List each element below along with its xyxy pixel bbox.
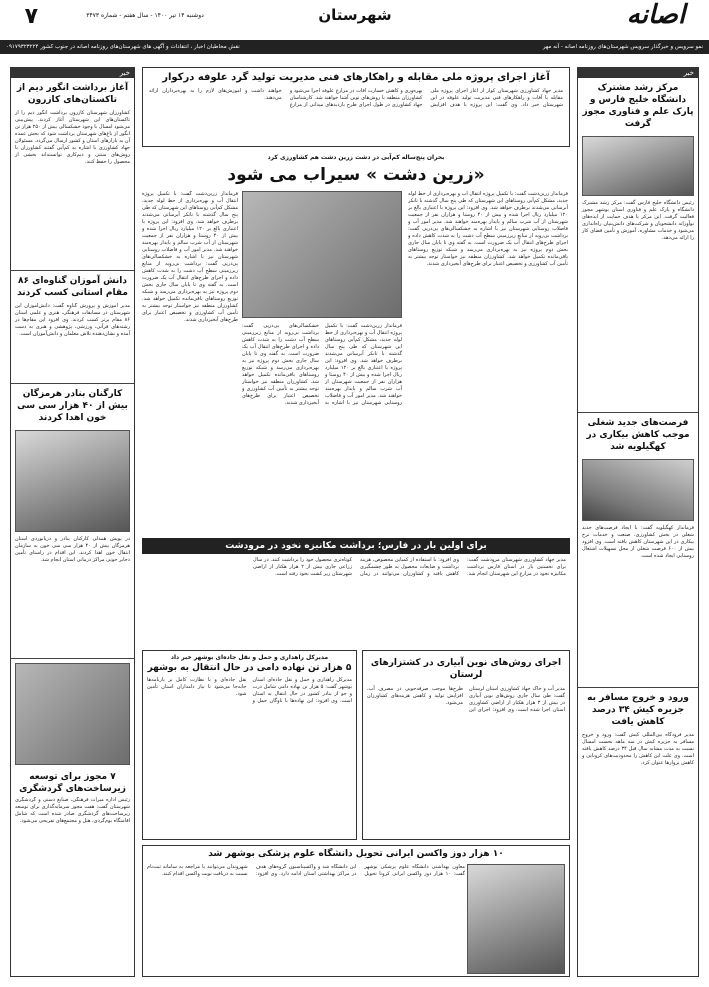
right-column — [577, 67, 699, 977]
vaccine-photo — [467, 864, 565, 974]
feature-title: «زرین دشت » سیراب می شود — [227, 165, 485, 185]
banner — [142, 538, 570, 646]
tourism-photo — [15, 663, 130, 765]
right-story2-title: فرصت‌های جدید شغلی موجب کاهش بیکاری در کهگیلویه شد — [586, 418, 690, 452]
right-story1-body: رئیس دانشگاه خلیج فارس گفت: مرکز رشد مشترک دانشگاه و پارک علم و فناوری استان بوشهر مجوز فعالیت گرفت. این مرکز با هدف حمایت از ایده‌های نوآورانه دانشجویان و شرکت‌های دانش‌بنیان راه‌اندازی می‌شود و خدمات مشاوره، آموزش و تأمین فضای کار را ارائه می‌دهد. — [582, 200, 694, 241]
right-story3-title: ورود و خروج مسافر به جزیره کیش ۳۴ درصد کاهش یافت — [587, 693, 689, 727]
feature-body-mid: فرماندار زرین‌دشت گفت: با تکمیل پروژه انتقال آب و بهره‌برداری از خط لوله جدید، مشکل کم‌آبی روستاهای این شهرستان که طی پنج سال گذشته با تانکر آبرسانی می‌شدند برطرف خواهد شد. وی افزود: این پروژه با اعتباری بالغ بر ۱۲۰ میلیارد ریال اجرا شده و بیش از ۴۰ روستا و هزاران نفر از جمعیت شهرستان از آب شرب سالم و پایدار بهره‌مند خواهند شد. مدیر امور آب و فاضلاب روستایی شهرستان نیز با اشاره به خشکسالی‌های پی‌درپی گفت: برداشت بی‌رویه از منابع زیرزمینی سطح آب دشت را به شدت کاهش داده و اجرای طرح‌های انتقال آب یک ضرورت است. به گفته وی تا پایان سال جاری بخش دوم پروژه نیز به بهره‌برداری می‌رسد و شبکه توزیع روستاهای باقی‌مانده تکمیل خواهد شد. کشاورزان منطقه نیز خواستار توجه بیشتر به تأمین آب کشاورزی و تخصیص اعتبار برای طرح‌های آبخیزداری شدند. — [242, 323, 402, 406]
top-story-title: آغاز اجرای پروژه ملی مقابله و راهکارهای فنی مدیریت تولید گرد علوفه درکوار — [162, 72, 550, 83]
left-column — [10, 67, 135, 977]
lorestan-story — [362, 650, 570, 840]
bushehr-story — [142, 650, 357, 840]
right-column-label: خبر — [578, 68, 698, 78]
left-story4-title: ۷ مجوز برای توسعه زیرساخت‌های گردشگری — [19, 772, 126, 794]
water-truck-photo — [242, 191, 402, 318]
banner-title: برای اولین بار در فارس؛ برداشت مکانیزه نخود در مرودشت — [142, 538, 570, 554]
masthead — [0, 0, 709, 57]
right-story1-title: مرکز رشد مشترک دانشگاه خلیج فارس و پارک علم و فناوری مجوز گرفت — [582, 83, 694, 129]
feature-kicker: بحران پنج‌ساله کم‌آبی در دشت زرین دشت هم کشاورزی کرد — [267, 154, 445, 161]
vaccine-title: ۱۰ هزار دوز واکسن ایرانی تحویل دانشگاه علوم پزشکی بوشهر شد — [208, 849, 504, 859]
vaccine-body: معاون بهداشتی دانشگاه علوم پزشکی بوشهر گفت: ۱۰ هزار دوز واکسن ایرانی کرونا تحویل این دانشگاه شد و واکسیناسیون گروه‌های هدف در مراکز بهداشتی استان ادامه دارد. وی افزود: شهروندان می‌توانند با مراجعه به سامانه ثبت‌نام نسبت به دریافت نوبت واکسن اقدام کنند. — [147, 864, 465, 877]
tagline-left: نقش مخاطبان اخبار ، انتقادات و آگهی های شهرستان‌های روزنامه اصانه در جنوب کشور ۰۹۱۷۹۳۲۳۲۲۴ — [6, 44, 240, 50]
feature-body-right: فرماندار زرین‌دشت گفت: با تکمیل پروژه انتقال آب و بهره‌برداری از خط لوله جدید، مشکل کم‌آبی روستاهای این شهرستان که طی پنج سال گذشته با تانکر آبرسانی می‌شدند برطرف خواهد شد. وی افزود: این پروژه با اعتباری بالغ بر ۱۲۰ میلیارد ریال اجرا شده و بیش از ۴۰ روستا و هزاران نفر از جمعیت شهرستان از آب شرب سالم و پایدار بهره‌مند خواهند شد. مدیر امور آب و فاضلاب روستایی شهرستان نیز با اشاره به خشکسالی‌های پی‌درپی گفت: برداشت بی‌رویه از منابع زیرزمینی سطح آب دشت را به شدت کاهش داده و اجرای طرح‌های انتقال آب یک ضرورت است. به گفته وی تا پایان سال جاری بخش دوم پروژه نیز به بهره‌برداری می‌رسد و شبکه توزیع روستاهای باقی‌مانده تکمیل خواهد شد. کشاورزان منطقه نیز خواستار توجه بیشتر به تأمین آب کشاورزی و تخصیص اعتبار برای طرح‌های آبخیزداری شدند. — [408, 191, 568, 267]
vaccine-story — [142, 845, 570, 977]
banner-body: مدیر جهاد کشاورزی شهرستان مرودشت گفت: برای نخستین بار در استان فارس برداشت مکانیزه نخود در مزارع این شهرستان انجام شد. وی افزود: با استفاده از کمباین مخصوص، هزینه برداشت و ضایعات محصول به طور چشمگیری کاهش یافته و کشاورزان می‌توانند در زمان کوتاه‌تری محصول خود را برداشت کنند. در سال زراعی جاری بیش از ۲ هزار هکتار از اراضی شهرستان زیر کشت نخود رفته است. — [253, 557, 566, 577]
left-story3-title: کارگنان بنادر هرمزگان بیش از ۴۰ هزار سی سی خون اهدا کردند — [17, 389, 128, 423]
tagline-bar — [0, 40, 709, 54]
right-story2-body: فرماندار کهگیلویه گفت: با ایجاد فرصت‌های جدید شغلی در بخش کشاورزی، صنعت و خدمات نرخ بیکاری در این شهرستان کاهش یافته است. وی افزود بیش از ۶۰۰ فرصت شغلی از محل تسهیلات اشتغال روستایی ایجاد شده است. — [582, 525, 694, 559]
section-title: شهرستان — [318, 6, 392, 24]
bushehr-body: مدیرکل راهداری و حمل و نقل جاده‌ای استان بوشهر گفت: ۵ هزار تن نهاده دامی شامل ذرت و جو از بنادر کشور در حال انتقال به استان است. وی افزود: این نهاده‌ها با ناوگان حمل و نقل جاده‌ای و با نظارت کامل بر بارنامه‌ها جابه‌جا می‌شود تا نیاز دامداران استان تأمین شود. — [147, 677, 352, 704]
top-story — [142, 67, 570, 147]
page-number: ۷ — [24, 4, 38, 29]
lorestan-body: مدیر آب و خاک جهاد کشاورزی استان لرستان گفت: طی سال جاری روش‌های نوین آبیاری در بیش از ۳ هزار هکتار از اراضی کشاورزی استان اجرا شده است. وی افزود: اجرای این طرح‌ها موجب صرفه‌جویی در مصرف آب، افزایش تولید و کاهش هزینه‌های کشاورزان می‌شود. — [367, 686, 565, 713]
feature — [142, 153, 570, 533]
left-story1-body: کشاورزان شهرستان کازرون برداشت انگور دیم را از تاکستان‌های این شهرستان آغاز کردند. پیش‌بینی می‌شود امسال با وجود خشکسالی بیش از ۲۵۰ هزار تن انگور از باغ‌های شهرستان برداشت شود که بخش عمده آن به بازارهای استان و کشور ارسال می‌گردد. مسئولان جهاد کشاورزی با اشاره به کم‌آبی گفتند کشاورزان با روش‌های سنتی و دیم‌کاری توانسته‌اند بخشی از محصول را حفظ کنند. — [15, 110, 131, 165]
left-column-label: خبر — [11, 68, 134, 78]
left-story1-title: آغاز برداشت انگور دیم از تاکستان‌های کازرون — [16, 83, 129, 105]
workers-photo — [582, 459, 694, 521]
lorestan-title: اجرای روش‌های نوین آبیاری در کشتزارهای لرستان — [370, 658, 562, 680]
tagline-right: نمو سرویس و خبرگذار سرویس شهرستان‌های روزنامه اصانه - آنه مهر — [542, 44, 703, 50]
left-story3-body: در پویش همدلی کارکنان بنادر و دریانوردی استان هرمزگان بیش از ۴۰ هزار سی سی خون به سازمان انتقال خون اهدا کردند. این اقدام در راستای تأمین ذخایر خونی مراکز درمانی استان انجام شد. — [15, 536, 130, 563]
bushehr-title: ۵ هزار تن نهاده دامی در حال انتقال به بوشهر — [147, 663, 352, 673]
left-story4-body: رئیس اداره میراث فرهنگی، صنایع دستی و گردشگری شهرستان گفت: هفت مجوز سرمایه‌گذاری برای توسعه زیرساخت‌های گردشگری صادر شده است که شامل اقامتگاه بوم‌گردی، هتل و مجتمع‌های تفریحی می‌شود. — [15, 797, 130, 824]
left-story2-title: دانش آموزان گناوه‌ای ۸۶ مقام استانی کسب کردند — [17, 276, 128, 298]
top-story-body: مدیر جهاد کشاورزی شهرستان کوار از آغاز اجرای پروژه ملی مقابله با آفات و راهکارهای فنی مدیریت تولید علوفه در این شهرستان خبر داد. وی گفت: این پروژه با هدف افزایش بهره‌وری و کاهش خسارت آفات در مزارع علوفه اجرا می‌شود و کشاورزان منطقه با روش‌های نوین آشنا خواهند شد. کارشناسان جهاد کشاورزی در طول اجرای طرح بازدیدهای میدانی از مزارع خواهند داشت و آموزش‌های لازم را به بهره‌برداران ارائه می‌دهند. — [149, 88, 563, 108]
date-line: دوشنبه ۱۴ تیر ۱۴۰۰ - سال هفتم - شماره ۳۴۷۳ — [86, 12, 204, 19]
bushehr-kicker: مدیرکل راهداری و حمل و نقل جاده‌ای بوشهر خبر داد — [170, 654, 329, 661]
blood-donation-photo — [15, 430, 130, 532]
right-story3-body: مدیر فرودگاه بین‌المللی کیش گفت: ورود و خروج مسافر به جزیره کیش در سه ماهه نخست امسال نسبت به مدت مشابه سال قبل ۳۴ درصد کاهش یافته است. وی علت این کاهش را محدودیت‌های کرونایی و کاهش پروازها عنوان کرد. — [582, 732, 694, 766]
left-story2-body: مدیر آموزش و پرورش گناوه گفت: دانش‌آموزان این شهرستان در مسابقات فرهنگی، هنری و علمی استان ۸۶ مقام برتر کسب کردند. وی افزود این مقام‌ها در رشته‌های قرآنی، ورزشی، پژوهشی و هنری به دست آمده و نشان‌دهنده تلاش معلمان و دانش‌آموزان است. — [15, 303, 130, 337]
logo: اصانه — [626, 0, 686, 30]
campus-photo — [582, 136, 694, 196]
feature-body-left: فرماندار زرین‌دشت گفت: با تکمیل پروژه انتقال آب و بهره‌برداری از خط لوله جدید، مشکل کم‌آبی روستاهای این شهرستان که طی پنج سال گذشته با تانکر آبرسانی می‌شدند برطرف خواهد شد. وی افزود: این پروژه با اعتباری بالغ بر ۱۲۰ میلیارد ریال اجرا شده و بیش از ۴۰ روستا و هزاران نفر از جمعیت شهرستان از آب شرب سالم و پایدار بهره‌مند خواهند شد. مدیر امور آب و فاضلاب روستایی شهرستان نیز با اشاره به خشکسالی‌های پی‌درپی گفت: برداشت بی‌رویه از منابع زیرزمینی سطح آب دشت را به شدت کاهش داده و اجرای طرح‌های انتقال آب یک ضرورت است. به گفته وی تا پایان سال جاری بخش دوم پروژه نیز به بهره‌برداری می‌رسد و شبکه توزیع روستاهای باقی‌مانده تکمیل خواهد شد. کشاورزان منطقه نیز خواستار توجه بیشتر به تأمین آب کشاورزی و تخصیص اعتبار برای طرح‌های آبخیزداری شدند. — [142, 191, 238, 323]
